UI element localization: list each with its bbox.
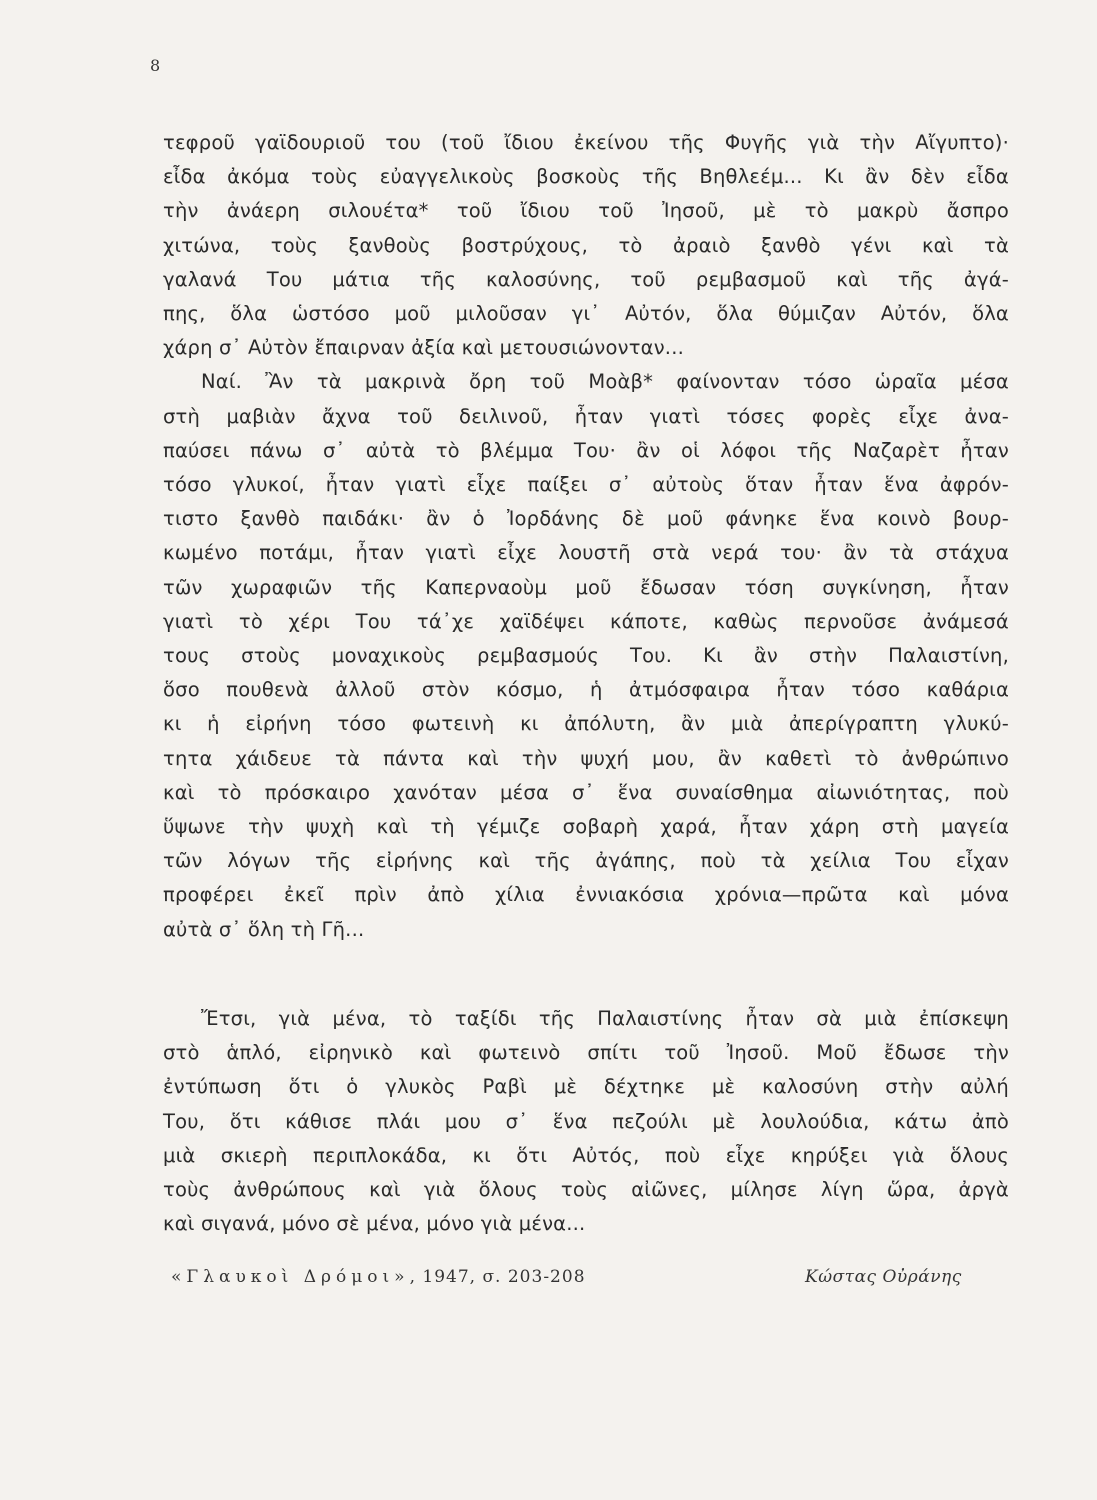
- text-line: Ναί. Ἂν τὰ μακρινὰ ὄρη τοῦ Μοὰβ* φαίνονταν τόσο ὡραῖα μέσα: [201, 370, 1009, 394]
- text-line: τιστο ξανθὸ παιδάκι· ἂν ὁ Ἰορδάνης δὲ μοῦ φάνηκε ἕνα κοινὸ βουρ-: [163, 507, 1009, 531]
- text-line: τόσο γλυκοί, ἦταν γιατὶ εἶχε παίξει σ᾽ αὐτοὺς ὅταν ἦταν ἕνα ἀφρόν-: [163, 473, 1009, 497]
- text-line: τητα χάιδευε τὰ πάντα καὶ τὴν ψυχή μου, ἂν καθετὶ τὸ ἀνθρώπινο: [163, 746, 1009, 770]
- text-line: Του, ὅτι κάθισε πλάι μου σ᾽ ἕνα πεζούλι μὲ λουλούδια, κάτω ἀπὸ: [163, 1109, 1009, 1133]
- text-line: ὕψωνε τὴν ψυχὴ καὶ τὴ γέμιζε σοβαρὴ χαρά, ἦταν χάρη στὴ μαγεία: [163, 815, 1009, 839]
- main-text: [163, 126, 1009, 947]
- text-line: στὴ μαβιὰν ἄχνα τοῦ δειλινοῦ, ἦταν γιατὶ τόσες φορὲς εἶχε ἀνα-: [163, 404, 1009, 428]
- text-line: γαλανά Του μάτια τῆς καλοσύνης, τοῦ ρεμβασμοῦ καὶ τῆς ἀγά-: [163, 267, 1009, 291]
- text-line: στὸ ἁπλό, εἰρηνικὸ καὶ φωτεινὸ σπίτι τοῦ Ἰησοῦ. Μοῦ ἔδωσε τὴν: [163, 1041, 1009, 1065]
- text-line: τοὺς ἀνθρώπους καὶ γιὰ ὅλους τοὺς αἰῶνες, μίλησε λίγη ὥρα, ἀργὰ: [163, 1178, 1009, 1202]
- text-line: χάρη σ᾽ Αὐτὸν ἔπαιρναν ἀξία καὶ μετουσιώνονταν...: [163, 336, 684, 360]
- closing-text: [163, 1002, 1009, 1241]
- page-number: 8: [150, 56, 161, 75]
- text-line: γιατὶ τὸ χέρι Του τά᾽χε χαϊδέψει κάποτε, καθὼς περνοῦσε ἀνάμεσά: [163, 609, 1009, 633]
- text-line: ὅσο πουθενὰ ἀλλοῦ στὸν κόσμο, ἡ ἀτμόσφαιρα ἦταν τόσο καθάρια: [163, 678, 1009, 702]
- source-reference: [171, 1267, 586, 1287]
- text-line: κι ἡ εἰρήνη τόσο φωτεινὴ κι ἀπόλυτη, ἂν μιὰ ἀπερίγραπτη γλυκύ-: [163, 712, 1009, 736]
- citation: [171, 1267, 971, 1297]
- text-line: αὐτὰ σ᾽ ὅλη τὴ Γῆ...: [163, 917, 365, 941]
- text-line: Ἔτσι, γιὰ μένα, τὸ ταξίδι τῆς Παλαιστίνης ἦταν σὰ μιὰ ἐπίσκεψη: [201, 1007, 1009, 1030]
- text-line: τῶν χωραφιῶν τῆς Καπερναοὺμ μοῦ ἔδωσαν τόση συγκίνηση, ἦταν: [163, 575, 1009, 599]
- text-line: παύσει πάνω σ᾽ αὐτὰ τὸ βλέμμα Του· ἂν οἱ λόφοι τῆς Ναζαρὲτ ἦταν: [163, 438, 1009, 462]
- source-details: , 1947, σ. 203-208: [409, 1267, 586, 1287]
- text-line: πης, ὅλα ὡστόσο μοῦ μιλοῦσαν γι᾽ Αὐτόν, ὅλα θύμιζαν Αὐτόν, ὅλα: [163, 302, 1009, 326]
- text-line: τους στοὺς μοναχικοὺς ρεμβασμούς Του. Κι ἂν στὴν Παλαιστίνη,: [163, 644, 1009, 668]
- text-line: τῶν λόγων τῆς εἰρήνης καὶ τῆς ἀγάπης, ποὺ τὰ χείλια Του εἶχαν: [163, 849, 1009, 873]
- source-title: «Γλαυκοὶ Δρόμοι»: [171, 1267, 410, 1287]
- text-line: τὴν ἀνάερη σιλουέτα* τοῦ ἴδιου τοῦ Ἰησοῦ, μὲ τὸ μακρὺ ἄσπρο: [163, 199, 1009, 223]
- text-line: εἶδα ἀκόμα τοὺς εὐαγγελικοὺς βοσκοὺς τῆς Βηθλεέμ... Κι ἂν δὲν εἶδα: [163, 165, 1009, 189]
- text-line: ἐντύπωση ὅτι ὁ γλυκὸς Ραβὶ μὲ δέχτηκε μὲ καλοσύνη στὴν αὐλή: [163, 1075, 1009, 1099]
- text-line: μιὰ σκιερὴ περιπλοκάδα, κι ὅτι Αὐτός, ποὺ εἶχε κηρύξει γιὰ ὅλους: [163, 1143, 1009, 1167]
- text-line: χιτώνα, τοὺς ξανθοὺς βοστρύχους, τὸ ἀραιὸ ξανθὸ γένι καὶ τὰ: [163, 233, 1009, 257]
- text-line: καὶ σιγανά, μόνο σὲ μένα, μόνο γιὰ μένα...: [163, 1212, 586, 1236]
- text-line: καὶ τὸ πρόσκαιρο χανόταν μέσα σ᾽ ἕνα συναίσθημα αἰωνιότητας, ποὺ: [163, 780, 1009, 804]
- text-line: τεφροῦ γαϊδουριοῦ του (τοῦ ἴδιου ἐκείνου τῆς Φυγῆς γιὰ τὴν Αἴγυπτο)·: [163, 131, 1009, 154]
- text-line: κωμένο ποτάμι, ἦταν γιατὶ εἶχε λουστῆ στὰ νερά του· ἂν τὰ στάχυα: [163, 541, 1009, 565]
- author-name: Κώστας Οὐράνης: [805, 1267, 962, 1287]
- text-line: προφέρει ἐκεῖ πρὶν ἀπὸ χίλια ἐννιακόσια χρόνια—πρῶτα καὶ μόνα: [163, 883, 1009, 907]
